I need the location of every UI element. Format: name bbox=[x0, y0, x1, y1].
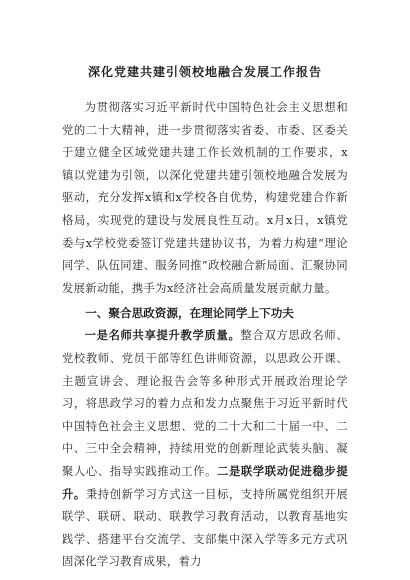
lead-sentence-2: 二是联学联动促进稳步提升。 bbox=[62, 464, 348, 501]
intro-paragraph: 为贯彻落实习近平新时代中国特色社会主义思想和党的二十大精神，进一步贯彻落实省委、市委、区委关于建立健全区域党建共建工作长效机制的工作要求，x镇以党建为引领，以深化党建共建引领校地融合发展为驱动，充分发挥x镇和x学校各自优势，构建党建合作新格局，实现党的建设与发展良性互动。x月x日，x镇党委与x学校党委签订党建共建协议书，为着力构建“理论同学、队伍同建、服务同推”政校融合新局面、汇聚协同发展新动能，携手为x经济社会高质量发展贡献力量。 bbox=[62, 101, 348, 295]
section-heading: 一、聚合思政资源，在理论同学上下功夫 bbox=[85, 306, 294, 321]
body-text-2: 秉持创新学习方式这一目标，支持所属党组织开展联学、联研、联动、联教学习教育活动，以教育基地实践学、搭建平台交流学、支部集中深入学等多元方式巩固深化学习教育成果，着力 bbox=[62, 487, 348, 569]
lead-sentence-1: 一是名师共享提升教学质量。 bbox=[84, 329, 241, 343]
body-text-1: 整合双方思政名师、党校教师、党员干部等红色讲师资源，以思政公开课、主题宣讲会、理论报告会等多种形式开展政治理论学习，将思政学习的着力点和发力点聚焦于习近平新时代中国特色社会主义思想、党的二十大和二十届一中、二中、三中全会精神，持续用党的创新理论武装头脑、凝聚人心、指导实践推动工作。 bbox=[62, 329, 348, 478]
section-paragraph bbox=[62, 325, 348, 574]
document-title: 深化党建共建引领校地融合发展工作报告 bbox=[87, 65, 322, 79]
